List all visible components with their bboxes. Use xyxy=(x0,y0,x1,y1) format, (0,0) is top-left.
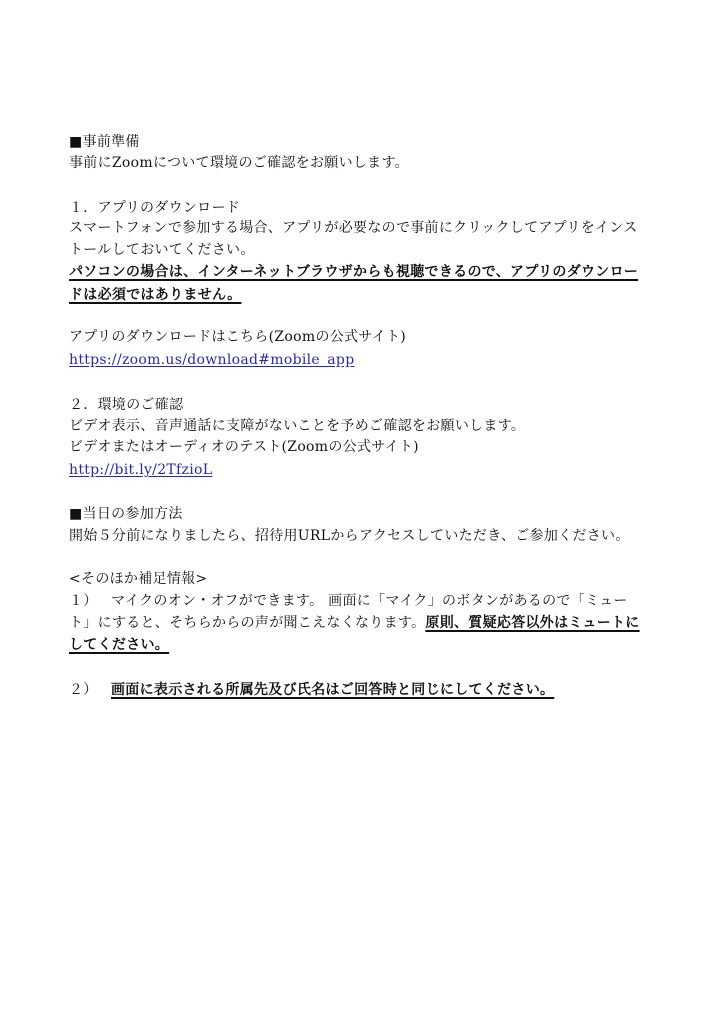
app-body-line2: トールしておいてください。 xyxy=(69,242,255,258)
prep-heading: ■事前準備 xyxy=(69,134,140,150)
extra-item1-underlined: 原則、質疑応答以外はミュートに xyxy=(425,615,640,631)
app-note-line2: ドは必須ではありません。 xyxy=(69,287,242,303)
extra-item2-number: ２） xyxy=(69,682,98,698)
extra-item1-text1: マイクのオン・オフができます。 画面に「マイク」のボタンがあるので「ミュー xyxy=(111,593,628,609)
download-link[interactable]: https://zoom.us/download#mobile_app xyxy=(69,352,355,368)
extra-item1-text2: ト」にすると、そちらからの声が聞こえなくなります。 xyxy=(69,615,426,631)
prep-intro: 事前にZoomについて環境のご確認をお願いします。 xyxy=(69,155,409,171)
extra-item2-text: 画面に表示される所属先及び氏名はご回答時と同じにしてください。 xyxy=(111,682,555,698)
extra-item2 xyxy=(69,681,554,699)
env-heading: ２．環境のご確認 xyxy=(69,397,184,413)
day-body: 開始５分前になりましたら、招待用URLからアクセスしていただき、ご参加ください。 xyxy=(69,528,630,544)
extra-item1-line2 xyxy=(69,614,640,632)
download-label: アプリのダウンロードはこちら(Zoomの公式サイト) xyxy=(69,329,407,345)
extra-item1-line1 xyxy=(69,592,628,610)
extra-item1-number: １） xyxy=(69,593,98,609)
env-test-link[interactable]: http://bit.ly/2TfzioL xyxy=(69,462,213,478)
env-body: ビデオ表示、音声通話に支障がないことを予めご確認をお願いします。 xyxy=(69,418,526,434)
app-download-heading: １．アプリのダウンロード xyxy=(69,200,241,216)
extra-heading: <そのほか補足情報> xyxy=(69,571,208,587)
extra-item1-line3: してください。 xyxy=(69,637,170,653)
day-heading: ■当日の参加方法 xyxy=(69,506,183,522)
env-test-label: ビデオまたはオーディオのテスト(Zoomの公式サイト) xyxy=(69,439,419,455)
app-body-line1: スマートフォンで参加する場合、アプリが必要なので事前にクリックしてアプリをインス xyxy=(69,220,638,236)
app-note-line1: パソコンの場合は、インターネットブラウザからも視聴できるので、アプリのダウンロー xyxy=(69,264,639,280)
